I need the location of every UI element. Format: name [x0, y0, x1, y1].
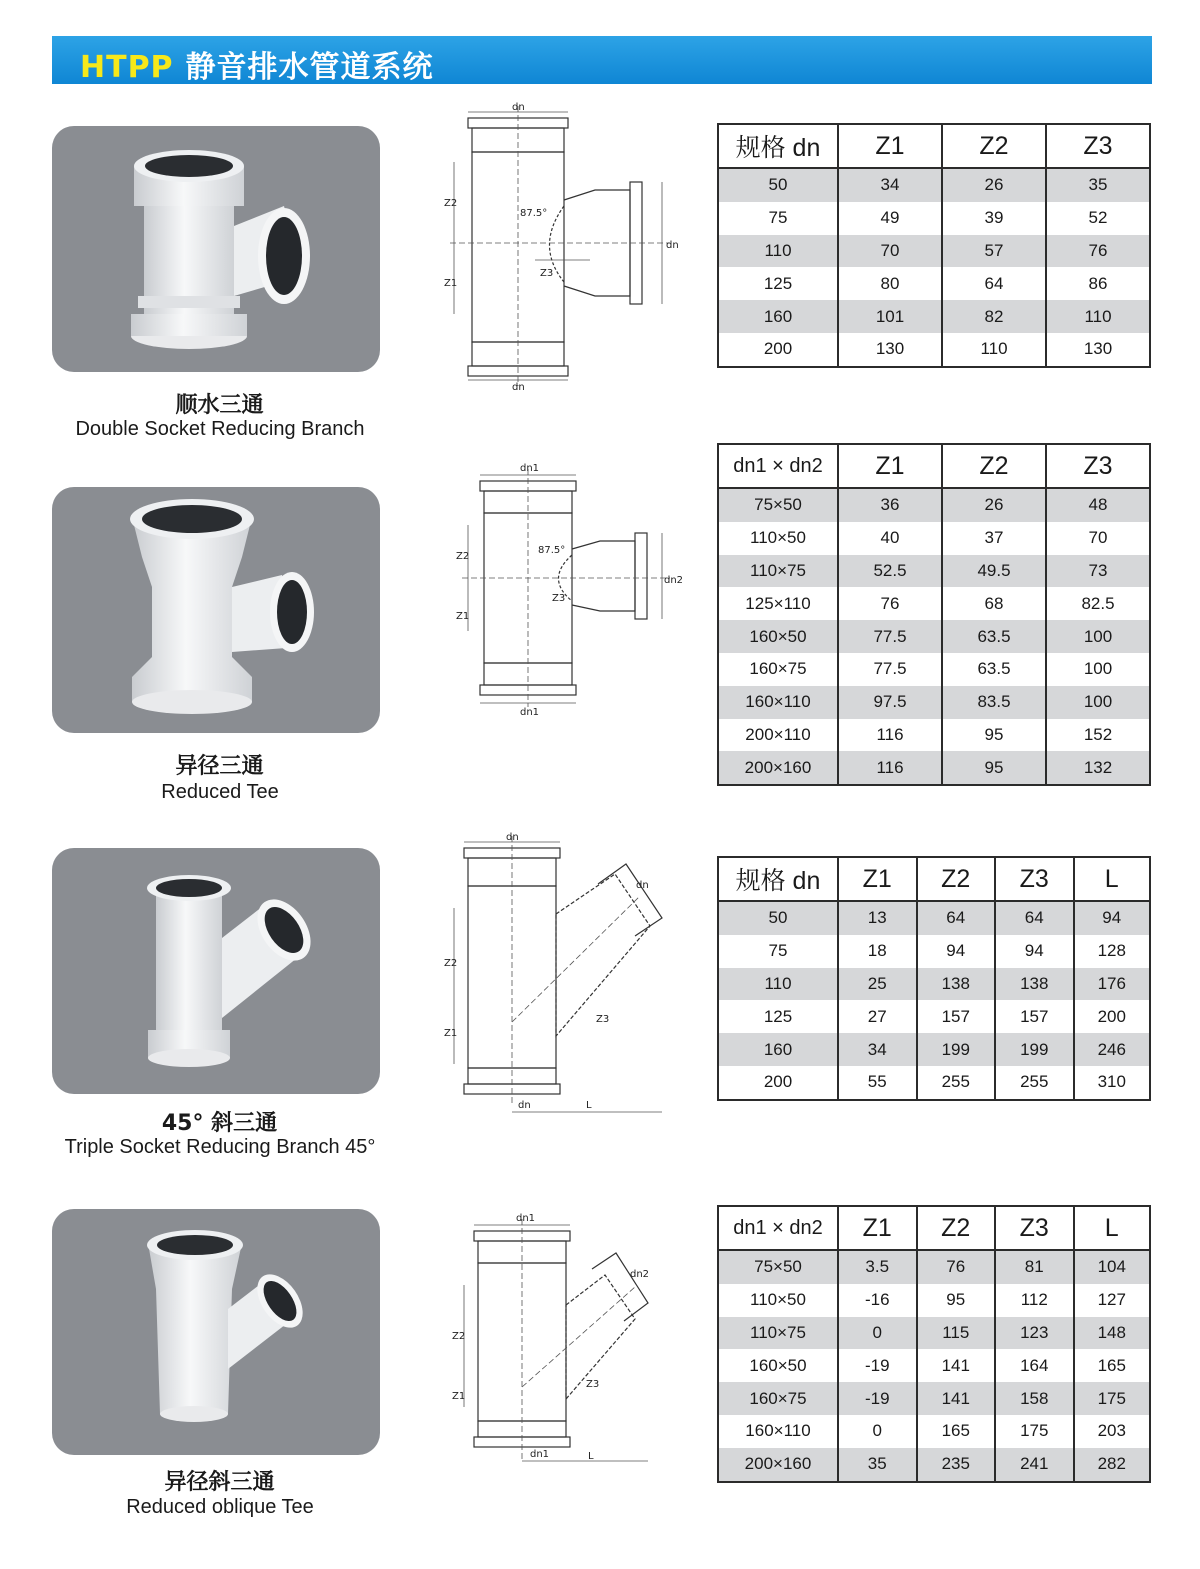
spec-table	[717, 443, 1151, 786]
cell: 125×110	[745, 593, 811, 613]
label-z1: Z1	[452, 1391, 466, 1402]
cell: 160×110	[745, 1421, 811, 1441]
product-section-2	[0, 451, 1200, 847]
cell: 94	[995, 935, 1074, 968]
technical-drawing	[440, 102, 680, 396]
cell: 282	[1074, 1448, 1151, 1482]
cell: 157	[917, 1000, 996, 1033]
table-row	[718, 751, 1150, 785]
cell: 94	[1074, 901, 1151, 935]
label-bottom: dn1	[520, 707, 540, 718]
table-row	[718, 587, 1150, 620]
table-row	[718, 653, 1150, 686]
cell: 116	[838, 751, 942, 785]
table-row	[718, 1033, 1150, 1066]
table-row	[718, 1000, 1150, 1033]
cell: 200×110	[745, 724, 811, 744]
technical-drawing	[440, 459, 684, 729]
cell: 130	[1046, 333, 1150, 367]
cell: -16	[838, 1284, 917, 1317]
cell: 18	[838, 935, 917, 968]
cell: 95	[917, 1284, 996, 1317]
table-row	[718, 719, 1150, 752]
cell: 83.5	[942, 686, 1046, 719]
table-row	[718, 267, 1150, 300]
cell: 199	[917, 1033, 996, 1066]
cell: 75	[768, 941, 788, 961]
cell: 310	[1074, 1066, 1151, 1100]
table-row	[718, 901, 1150, 935]
label-z2: Z2	[452, 1331, 466, 1342]
cell: 115	[917, 1317, 996, 1350]
cell: 26	[942, 488, 1046, 522]
cell: 76	[1046, 235, 1150, 268]
label-side: dn	[636, 880, 649, 891]
cell: 110×75	[718, 1317, 838, 1350]
cell: 101	[838, 300, 942, 333]
cell: 64	[942, 267, 1046, 300]
technical-drawing	[440, 832, 680, 1122]
table-row	[718, 333, 1150, 367]
cell: 75	[768, 208, 788, 228]
spec-table	[717, 123, 1151, 368]
cell: 13	[838, 901, 917, 935]
cell: 176	[1074, 968, 1151, 1001]
cell: 80	[838, 267, 942, 300]
label-bottom: dn	[518, 1100, 531, 1111]
table-row	[718, 935, 1150, 968]
cell: 158	[995, 1382, 1074, 1415]
label-z3: Z3	[552, 593, 566, 604]
col-header: dn1 × dn2	[718, 444, 838, 488]
cell: 160×110	[718, 686, 838, 719]
cell: 141	[917, 1349, 996, 1382]
label-top: dn1	[516, 1213, 536, 1224]
cell: 63.5	[942, 620, 1046, 653]
reduced-tee-image	[52, 487, 380, 733]
col-header: L	[1074, 857, 1151, 901]
cell: 235	[917, 1448, 996, 1482]
cell: 200	[763, 1072, 793, 1092]
cell: 148	[1074, 1317, 1151, 1350]
label-z1: Z1	[444, 1028, 458, 1039]
cell: 70	[838, 235, 942, 268]
cell: 110×50	[750, 528, 806, 548]
label-bottom: dn1	[530, 1449, 550, 1460]
cell: -19	[838, 1349, 917, 1382]
col-header: Z1	[838, 444, 942, 488]
product-photo	[52, 126, 380, 372]
cell: 110	[1046, 300, 1150, 333]
table-row	[718, 1349, 1150, 1382]
cell: 37	[942, 522, 1046, 555]
cell: 76	[838, 587, 942, 620]
table-row	[718, 1317, 1150, 1350]
col-header: Z3	[1046, 124, 1150, 168]
cell: 49.5	[942, 555, 1046, 588]
label-side: dn2	[664, 575, 684, 586]
cell: 160	[718, 300, 838, 333]
cell: 39	[942, 202, 1046, 235]
cell: 50	[718, 168, 838, 202]
product-photo	[52, 487, 380, 733]
label-side: dn2	[630, 1269, 650, 1280]
table-row	[718, 235, 1150, 268]
product-section-1	[0, 102, 1200, 486]
col-header: L	[1074, 1206, 1151, 1250]
table-row	[718, 1066, 1150, 1100]
page-title	[80, 42, 434, 86]
cell: 246	[1074, 1033, 1151, 1066]
table-row	[718, 968, 1150, 1001]
cell: 36	[838, 488, 942, 522]
cell: 81	[995, 1250, 1074, 1284]
label-bottom: dn	[512, 382, 525, 393]
cell: 75×50	[718, 1250, 838, 1284]
cell: 152	[1046, 719, 1150, 752]
product-name-zh: 45° 斜三通	[161, 1111, 278, 1136]
col-header: Z2	[917, 857, 996, 901]
product-section-3	[0, 832, 1200, 1208]
label-side: dn	[666, 240, 679, 251]
cell: 127	[1074, 1284, 1151, 1317]
cell: 160×50	[749, 1355, 807, 1375]
cell: 76	[917, 1250, 996, 1284]
cell: 0	[838, 1317, 917, 1350]
cell: 130	[838, 333, 942, 367]
cell: 68	[942, 587, 1046, 620]
cell: 110×75	[718, 555, 838, 588]
cell: 175	[1074, 1382, 1151, 1415]
product-photo	[52, 1209, 380, 1455]
cell: 116	[838, 719, 942, 752]
product-name-en: Reduced Tee	[161, 781, 279, 803]
cell: 49	[838, 202, 942, 235]
cell: 100	[1046, 620, 1150, 653]
label-z3: Z3	[540, 268, 554, 279]
cell: 77.5	[838, 620, 942, 653]
cell: 165	[1074, 1349, 1151, 1382]
cell: 125	[763, 1006, 793, 1026]
cell: 34	[838, 1033, 917, 1066]
cell: 125	[763, 273, 793, 293]
col-header: dn1 × dn2	[718, 1206, 838, 1250]
label-z3: Z3	[586, 1379, 600, 1390]
cell: 86	[1046, 267, 1150, 300]
cell: 164	[995, 1349, 1074, 1382]
cell: 34	[838, 168, 942, 202]
label-z1: Z1	[456, 611, 470, 622]
cell: 110×50	[750, 1290, 806, 1310]
cell: 97.5	[838, 686, 942, 719]
oblique-tee-45-image	[52, 848, 380, 1094]
col-header: Z2	[917, 1206, 996, 1250]
cell: 128	[1074, 935, 1151, 968]
cell: 100	[1046, 653, 1150, 686]
table-row	[718, 1448, 1150, 1482]
product-name-en: Reduced oblique Tee	[126, 1496, 314, 1518]
cell: 138	[917, 968, 996, 1001]
cell: 64	[995, 901, 1074, 935]
cell: 25	[838, 968, 917, 1001]
product-name-zh: 顺水三通	[175, 393, 264, 418]
cell: 199	[995, 1033, 1074, 1066]
system-title: 静音排水管道系统	[185, 50, 434, 85]
table-row	[718, 202, 1150, 235]
cell: 165	[917, 1415, 996, 1448]
cell: 104	[1074, 1250, 1151, 1284]
cell: 95	[942, 719, 1046, 752]
label-z2: Z2	[456, 551, 470, 562]
table-row	[718, 1250, 1150, 1284]
cell: -19	[838, 1382, 917, 1415]
col-header: Z2	[942, 444, 1046, 488]
cell: 200×160	[718, 1448, 838, 1482]
cell: 50	[718, 901, 838, 935]
label-angle: 87.5°	[538, 545, 566, 556]
technical-drawing	[440, 1209, 680, 1469]
cell: 100	[1046, 686, 1150, 719]
label-z2: Z2	[444, 958, 458, 969]
cell: 27	[838, 1000, 917, 1033]
sanitary-tee-image	[52, 126, 380, 372]
cell: 35	[1046, 168, 1150, 202]
cell: 255	[995, 1066, 1074, 1100]
cell: 203	[1074, 1415, 1151, 1448]
cell: 52.5	[838, 555, 942, 588]
product-name-zh: 异径斜三通	[164, 1470, 275, 1495]
product-section-4	[0, 1209, 1200, 1569]
page-header	[52, 36, 1152, 84]
cell: 3.5	[838, 1250, 917, 1284]
table-row	[718, 1415, 1150, 1448]
cell: 57	[942, 235, 1046, 268]
table-row	[718, 1284, 1150, 1317]
cell: 160×75	[718, 1382, 838, 1415]
cell: 0	[838, 1415, 917, 1448]
col-header: Z1	[838, 857, 917, 901]
table-row	[718, 168, 1150, 202]
label-z3: Z3	[596, 1014, 610, 1025]
reduced-oblique-tee-image	[52, 1209, 380, 1455]
cell: 160×75	[749, 659, 807, 679]
cell: 200×160	[718, 751, 838, 785]
label-angle: 87.5°	[520, 208, 548, 219]
cell: 48	[1046, 488, 1150, 522]
table-row	[718, 1382, 1150, 1415]
col-header: 规格 dn	[718, 124, 838, 168]
cell: 55	[838, 1066, 917, 1100]
col-header: Z1	[838, 1206, 917, 1250]
col-header: 规格 dn	[718, 857, 838, 901]
label-top: dn	[506, 832, 519, 843]
cell: 70	[1046, 522, 1150, 555]
spec-table	[717, 1205, 1151, 1483]
product-photo	[52, 848, 380, 1094]
cell: 82	[942, 300, 1046, 333]
cell: 157	[995, 1000, 1074, 1033]
spec-table	[717, 856, 1151, 1101]
cell: 35	[838, 1448, 917, 1482]
cell: 255	[917, 1066, 996, 1100]
col-header: Z3	[1046, 444, 1150, 488]
cell: 52	[1046, 202, 1150, 235]
cell: 94	[917, 935, 996, 968]
table-row	[718, 620, 1150, 653]
product-name-en: Double Socket Reducing Branch	[75, 418, 365, 440]
cell: 75×50	[718, 488, 838, 522]
cell: 95	[942, 751, 1046, 785]
cell: 26	[942, 168, 1046, 202]
cell: 200	[1074, 1000, 1151, 1033]
label-l: L	[586, 1100, 592, 1111]
table-row	[718, 555, 1150, 588]
col-header: Z3	[995, 857, 1074, 901]
col-header: Z1	[838, 124, 942, 168]
brand-name: HTPP	[80, 50, 174, 85]
cell: 138	[995, 968, 1074, 1001]
product-name-zh: 异径三通	[175, 754, 264, 779]
label-top: dn	[512, 102, 525, 113]
cell: 110	[718, 968, 838, 1001]
cell: 141	[917, 1382, 996, 1415]
table-row	[718, 522, 1150, 555]
cell: 110	[718, 235, 838, 268]
cell: 132	[1046, 751, 1150, 785]
cell: 110	[942, 333, 1046, 367]
label-z2: Z2	[444, 198, 458, 209]
cell: 175	[995, 1415, 1074, 1448]
cell: 112	[995, 1284, 1074, 1317]
cell: 82.5	[1046, 587, 1150, 620]
cell: 40	[838, 522, 942, 555]
label-top: dn1	[520, 463, 540, 474]
table-row	[718, 300, 1150, 333]
product-name-en: Triple Socket Reducing Branch 45°	[64, 1136, 376, 1158]
label-l: L	[588, 1451, 594, 1462]
table-row	[718, 488, 1150, 522]
cell: 123	[995, 1317, 1074, 1350]
table-row	[718, 686, 1150, 719]
cell: 63.5	[942, 653, 1046, 686]
cell: 160×50	[718, 620, 838, 653]
cell: 73	[1046, 555, 1150, 588]
cell: 200	[763, 339, 793, 359]
cell: 77.5	[838, 653, 942, 686]
label-z1: Z1	[444, 278, 458, 289]
col-header: Z2	[942, 124, 1046, 168]
col-header: Z3	[995, 1206, 1074, 1250]
cell: 241	[995, 1448, 1074, 1482]
cell: 64	[917, 901, 996, 935]
cell: 160	[718, 1033, 838, 1066]
